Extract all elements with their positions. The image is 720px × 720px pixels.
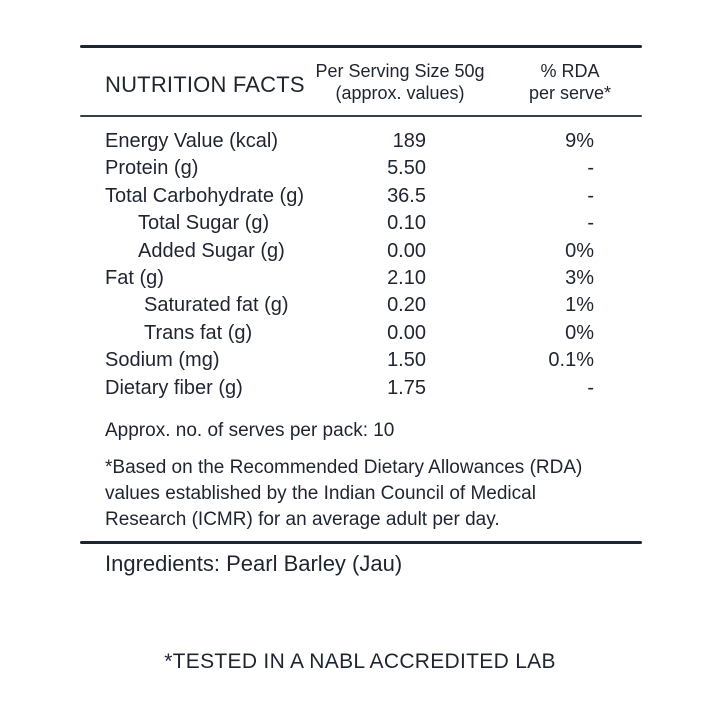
nutrient-name: Total Carbohydrate (g): [105, 184, 304, 207]
nutrient-row: [0, 157, 720, 184]
nutrient-row: [0, 185, 720, 212]
nutrient-value: 1.50: [387, 349, 426, 372]
rda-label: % RDA: [540, 61, 600, 81]
nutrient-row: [0, 240, 720, 267]
per-serve-label: per serve*: [528, 83, 612, 103]
nutrient-name: Trans fat (g): [144, 321, 253, 344]
nutrient-value: 1.75: [387, 376, 426, 399]
nutrient-rda: -: [587, 376, 594, 399]
nutrient-row: [0, 294, 720, 321]
nutrient-name: Total Sugar (g): [138, 212, 270, 235]
nutrient-value: 5.50: [387, 157, 426, 180]
nutrient-rda: -: [587, 184, 594, 207]
nutrient-value: 2.10: [387, 266, 426, 289]
serving-size-header: [300, 60, 500, 104]
nutrient-rda: 3%: [565, 266, 594, 289]
nutrient-name: Sodium (mg): [105, 349, 220, 372]
nutrient-rda: 1%: [565, 294, 594, 317]
panel-title: NUTRITION FACTS: [105, 72, 305, 97]
nutrient-row: [0, 212, 720, 239]
nutrient-name: Added Sugar (g): [138, 239, 285, 262]
lab-tested-note: *TESTED IN A NABL ACCREDITED LAB: [164, 650, 556, 673]
nutrient-value: 0.10: [387, 212, 426, 235]
nutrient-name: Fat (g): [105, 266, 164, 289]
nutrient-name: Protein (g): [105, 157, 199, 180]
nutrient-row: [0, 377, 720, 404]
ingredients: [105, 551, 402, 577]
nutrient-row: [0, 130, 720, 157]
ingredients-divider: [80, 541, 642, 544]
serving-size-label: Per Serving Size 50g: [315, 61, 485, 81]
nutrient-value: 0.20: [387, 294, 426, 317]
footnote-line: Research (ICMR) for an average adult per day.: [105, 509, 500, 530]
header-divider: [80, 115, 642, 117]
rda-footnote: [105, 455, 625, 533]
nutrient-row: [0, 322, 720, 349]
top-divider: [80, 45, 642, 48]
serves-per-pack: Approx. no. of serves per pack: 10: [105, 420, 395, 441]
nutrient-table: [0, 130, 720, 404]
nutrient-name: Dietary fiber (g): [105, 376, 243, 399]
rda-header: [505, 60, 635, 104]
nutrient-rda: 0%: [565, 239, 594, 262]
approx-values-label: (approx. values): [335, 83, 465, 103]
nutrient-row: [0, 267, 720, 294]
nutrient-row: [0, 349, 720, 376]
nutrient-rda: 0.1%: [548, 349, 594, 372]
nutrient-value: 189: [392, 130, 426, 152]
nutrient-rda: -: [587, 157, 594, 180]
nutrient-name: Saturated fat (g): [144, 294, 289, 317]
nutrient-rda: 9%: [565, 130, 594, 152]
footnote-line: *Based on the Recommended Dietary Allowances (RDA): [105, 457, 583, 478]
nutrient-value: 0.00: [387, 239, 426, 262]
nutrient-rda: 0%: [565, 321, 594, 344]
footnote-line: values established by the Indian Council of Medical: [105, 483, 536, 504]
nutrient-value: 36.5: [387, 184, 426, 207]
nutrient-name: Energy Value (kcal): [105, 130, 279, 152]
ingredients-label: Ingredients:: [105, 551, 220, 576]
ingredients-value: Pearl Barley (Jau): [226, 551, 403, 576]
nutrient-rda: -: [587, 212, 594, 235]
nutrient-value: 0.00: [387, 321, 426, 344]
